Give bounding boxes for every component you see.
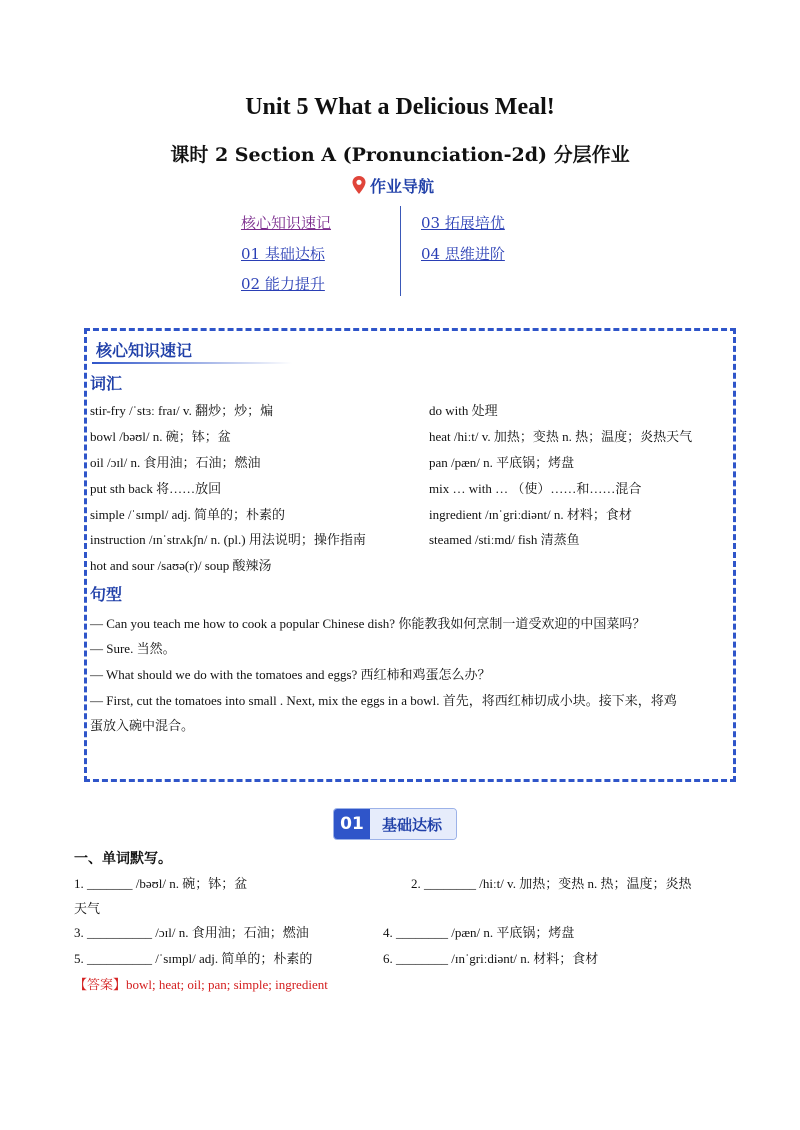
answer-text: 【答案】bowl; heat; oil; pan; simple; ingredient [74,977,328,992]
question-continuation: 天气 [74,901,101,916]
vocab-item: put sth back 将……放回 [90,481,222,496]
vocab-item: hot and sour /saʊə(r)/ soup 酸辣汤 [90,558,272,573]
sentence-item: — What should we do with the tomatoes and eggs? 西红柿和鸡蛋怎么办？ [90,667,491,682]
core-knowledge-title: 核心知识速记 [96,341,193,360]
sentence-item: — First, cut the tomatoes into small . Next, mix the eggs in a bowl. 首先，将西红柿切成小块。接下来，将鸡 [90,693,677,708]
vocab-item: heat /hiːt/ v. 加热；变热 n. 热；温度；炎热天气 [429,429,693,444]
vocab-heading: 词汇 [90,374,123,393]
sentence-item: — Sure. 当然。 [90,641,176,656]
vocab-item: steamed /stiːmd/ fish 清蒸鱼 [429,532,580,547]
question-item: 1. _______ /bəʊl/ n. 碗；钵；盆 [74,876,248,891]
vocab-item: do with 处理 [429,403,498,418]
vocab-item: stir-fry /ˈstɜː fraɪ/ v. 翻炒；炒；煸 [90,403,274,418]
nav-divider [400,206,401,296]
section-badge [333,808,457,840]
sentence-heading: 句型 [90,585,123,604]
vocab-item: bowl /bəʊl/ n. 碗；钵；盆 [90,429,231,444]
location-pin-icon [352,176,366,194]
question-item: 4. ________ /pæn/ n. 平底锅；烤盘 [383,925,575,940]
vocab-item: oil /ɔɪl/ n. 食用油；石油；燃油 [90,455,261,470]
vocab-item: mix … with … （使）……和……混合 [429,481,642,496]
sentence-item: — Can you teach me how to cook a popular Chinese dish? 你能教我如何烹制一道受欢迎的中国菜吗？ [90,616,646,631]
nav-link-basic[interactable]: 01 基础达标 [241,245,325,263]
section-badge-number: 01 [334,809,370,839]
nav-link-core[interactable]: 核心知识速记 [241,214,332,232]
page-title: Unit 5 What a Delicious Meal! [245,94,555,120]
nav-heading [352,173,434,197]
question-item: 3. __________ /ɔɪl/ n. 食用油；石油；燃油 [74,925,309,940]
nav-link-ability[interactable]: 02 能力提升 [241,275,325,293]
core-title-underline [92,362,292,364]
vocab-item: ingredient /ɪnˈgriːdiənt/ n. 材料；食材 [429,507,632,522]
question-item: 6. ________ /ɪnˈgriːdiənt/ n. 材料；食材 [383,951,599,966]
section-badge-label: 基础达标 [370,809,456,839]
sentence-item: 蛋放入碗中混合。 [90,718,195,733]
question-item: 2. ________ /hiːt/ v. 加热；变热 n. 热；温度；炎热 [411,876,692,891]
nav-heading-label: 作业导航 [370,176,435,196]
part-title: 一、单词默写。 [74,851,172,867]
vocab-item: pan /pæn/ n. 平底锅；烤盘 [429,455,575,470]
vocab-item: simple /ˈsɪmpl/ adj. 简单的；朴素的 [90,507,285,522]
question-item: 5. __________ /ˈsɪmpl/ adj. 简单的；朴素的 [74,951,313,966]
page-subtitle: 课时 2 Section A (Pronunciation-2d) 分层作业 [170,144,630,166]
vocab-item: instruction /ɪnˈstrʌkʃn/ n. (pl.) 用法说明；操作指南 [90,532,366,547]
nav-link-thinking[interactable]: 04 思维进阶 [421,245,505,263]
nav-link-extend[interactable]: 03 拓展培优 [421,214,505,232]
